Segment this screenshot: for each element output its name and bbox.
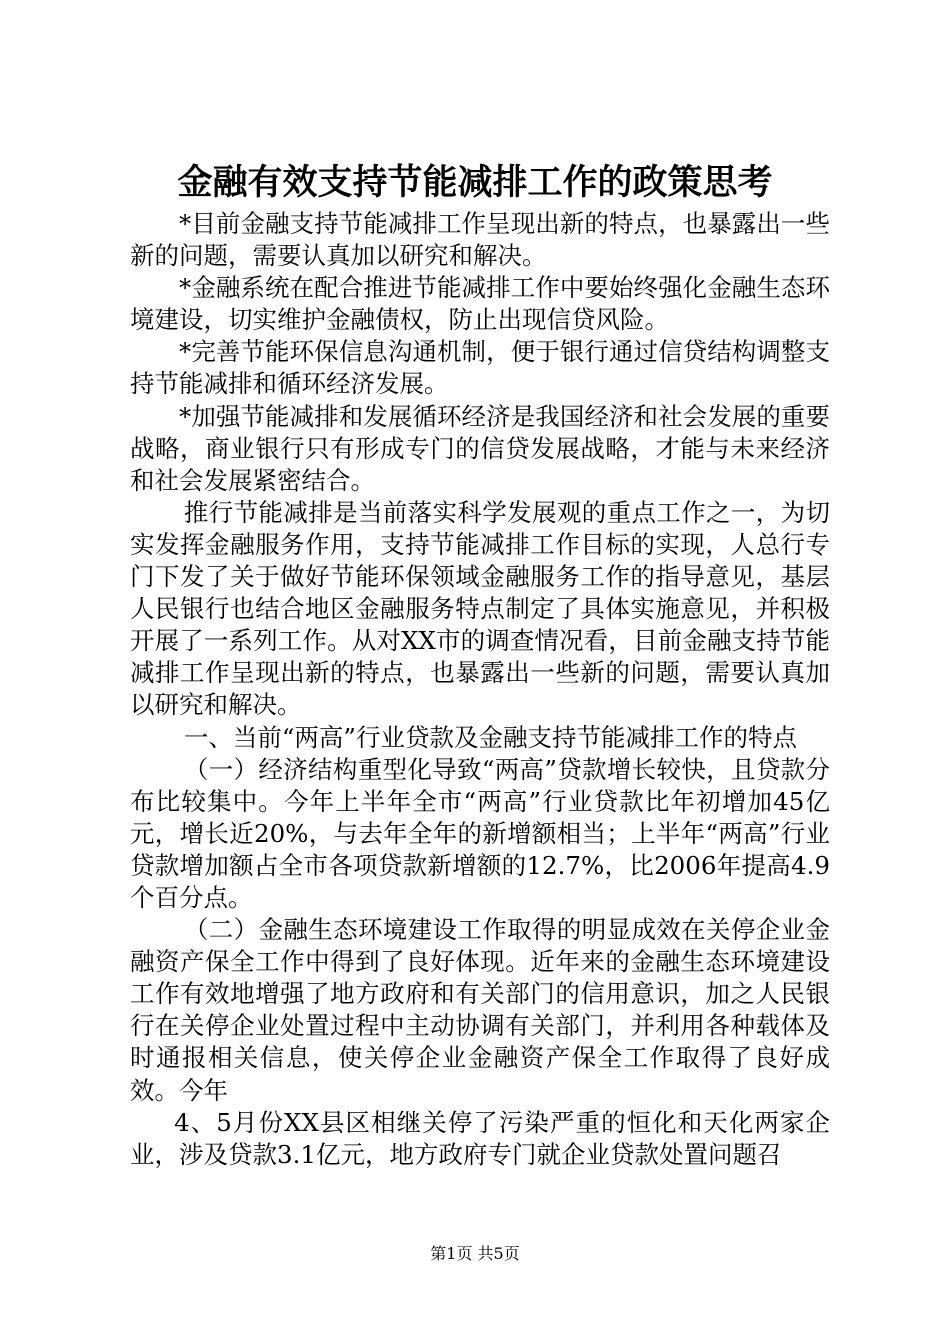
subsection-1: （一）经济结构重型化导致“两高”贷款增长较快，且贷款分布比较集中。今年上半年全市“两高”行业贷款比年初增加45亿元，增长近20%，与去年全年的新增额相当；上半年“两高”行业贷款增加额占全市各项贷款新增额的12.7%，比2006年提高4.9个百分点。 [130, 754, 830, 912]
summary-point-4: *加强节能减排和发展循环经济是我国经济和社会发展的重要战略，商业银行只有形成专门的信贷发展战略，才能与未来经济和社会发展紧密结合。 [130, 401, 830, 495]
summary-point-1: *目前金融支持节能减排工作呈现出新的特点，也暴露出一些新的问题，需要认真加以研究和解决。 [130, 209, 830, 271]
document-title: 金融有效支持节能减排工作的政策思考 [177, 162, 773, 203]
document-body [130, 208, 830, 1171]
intro-paragraph: 推行节能减排是当前落实科学发展观的重点工作之一，为切实发挥金融服务作用，支持节能减排工作目标的实现，人总行专门下发了关于做好节能环保领域金融服务工作的指导意见，基层人民银行也结合地区金融服务特点制定了具体实施意见，并积极开展了一系列工作。从对XX市的调查情况看，目前金融支持节能减排工作呈现出新的特点，也暴露出一些新的问题，需要认真加以研究和解决。 [130, 497, 830, 720]
section-heading-1: 一、当前“两高”行业贷款及金融支持节能减排工作的特点 [183, 722, 797, 752]
summary-point-2: *金融系统在配合推进节能减排工作中要始终强化金融生态环境建设，切实维护金融债权，防止出现信贷风险。 [130, 273, 830, 335]
summary-point-3: *完善节能环保信息沟通机制，便于银行通过信贷结构调整支持节能减排和循环经济发展。 [130, 337, 830, 399]
subsection-2: （二）金融生态环境建设工作取得的明显成效在关停企业金融资产保全工作中得到了良好体现。近年来的金融生态环境建设工作有效地增强了地方政府和有关部门的信用意识，加之人民银行在关停企业处置过程中主动协调有关部门，并利用各种载体及时通报相关信息，使关停企业金融资产保全工作取得了良好成效。今年 [130, 915, 830, 1105]
continuation-paragraph: 4、5月份XX县区相继关停了污染严重的恒化和天化两家企业，涉及贷款3.1亿元，地方政府专门就企业贷款处置问题召 [130, 1107, 830, 1169]
page-number-footer: 第1页 共5页 [430, 1244, 520, 1263]
